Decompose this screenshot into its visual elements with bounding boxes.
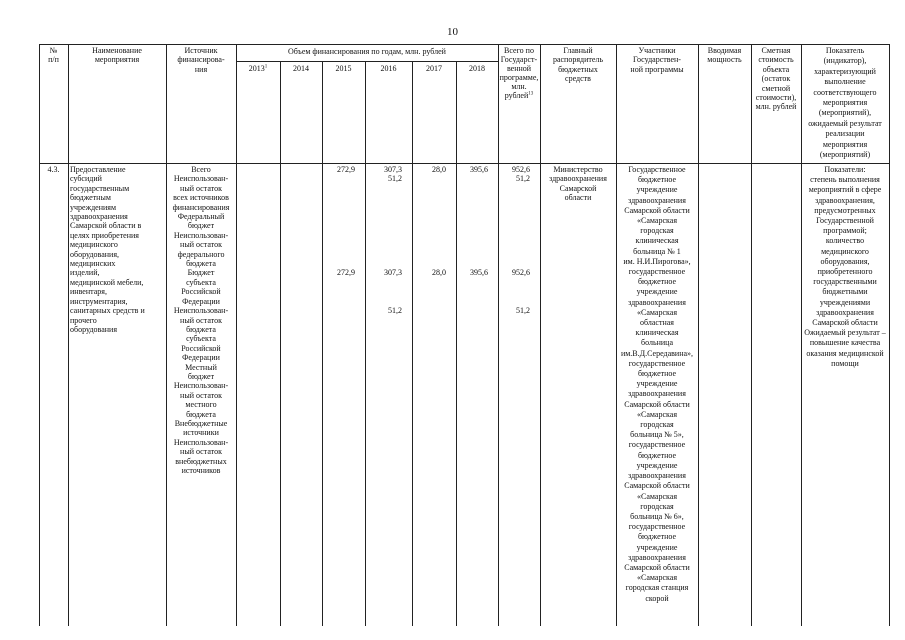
row-participants-line: здравоохранения xyxy=(628,552,686,562)
value-total-2015: 272,9 xyxy=(337,165,355,174)
row-name-line: медицинской мебели, xyxy=(70,277,144,287)
header-manager-line: средств xyxy=(565,74,591,84)
row-name-line: учреждениям xyxy=(70,202,117,212)
row-sources-line: федерального xyxy=(177,249,225,259)
row-sources-line: Неиспользован- xyxy=(173,437,229,447)
row-sources-line: ный остаток xyxy=(180,447,222,457)
row-sources-line: ный остаток xyxy=(180,240,222,250)
header-indicator-line: (мероприятий), xyxy=(818,108,872,118)
column-rule xyxy=(412,61,413,626)
row-participants-line: «Самарская xyxy=(637,216,677,226)
header-total-line: программе, xyxy=(499,73,539,82)
row-indicator-line: оказания медицинской xyxy=(806,348,884,358)
header-cost-line: стоимость xyxy=(758,55,794,65)
row-participants-line: городская станция xyxy=(625,583,689,593)
row-participants-line: им. Н.И.Пирогова», xyxy=(623,256,691,266)
row-num: 4.3. xyxy=(47,165,60,174)
row-sources-line: внебюджетных xyxy=(175,456,227,466)
footnote-mark: 1 xyxy=(264,64,268,70)
header-cost-line: Сметная xyxy=(761,46,791,55)
header-cost-line: стоимости), xyxy=(755,93,797,103)
row-manager-line: здравоохранения xyxy=(549,174,607,184)
header-cost-line: сметной xyxy=(761,83,791,93)
row-participants-line: учреждение xyxy=(636,460,678,470)
row-sources-line: местного xyxy=(185,400,217,410)
header-source-line: ния xyxy=(194,64,208,74)
row-sources-line: источников xyxy=(181,466,221,475)
row-sources-line: финансирования xyxy=(172,202,230,212)
row-sources-line: источники xyxy=(183,428,219,438)
column-rule xyxy=(889,44,890,626)
row-participants-line: областная xyxy=(640,318,674,328)
value-total-2018: 395,6 xyxy=(470,165,488,174)
header-year-2015: 2015 xyxy=(335,64,352,73)
header-year-2013: 2013$^1$ xyxy=(248,64,268,73)
header-num-line: № xyxy=(49,46,58,55)
row-manager-line: Министерство xyxy=(553,165,603,174)
row-name-line: Предоставление xyxy=(70,165,126,174)
row-indicator-line: учреждениями xyxy=(819,297,871,307)
row-name-line: субсидий xyxy=(70,174,102,184)
header-name-line: Наименование xyxy=(92,46,142,55)
row-participants-line: городская xyxy=(640,420,674,430)
value-reg-all: 952,6 xyxy=(512,268,530,278)
row-participants-line: Самарской области xyxy=(624,205,690,215)
row-name-line: здравоохранения xyxy=(70,212,128,222)
header-total-line: Всего по xyxy=(504,46,534,55)
header-participants-line: Государствен- xyxy=(633,55,681,65)
header-manager-line: бюджетных xyxy=(558,64,598,74)
row-participants-line: «Самарская xyxy=(637,409,677,419)
row-participants xyxy=(616,165,698,604)
value-reg-2016: 307,3 xyxy=(384,268,402,278)
row-indicator-line: бюджетными xyxy=(822,287,868,297)
value-reg-2015: 272,9 xyxy=(337,268,355,278)
header-indicator-line: выполнение xyxy=(824,77,866,87)
row-sources-line: ный остаток xyxy=(180,390,222,400)
header-participants-line: Участники xyxy=(638,46,676,55)
row-indicator-line: медицинского xyxy=(821,246,869,256)
row-name-line: санитарных средств и xyxy=(70,306,145,316)
header-indicator-line: (мероприятий) xyxy=(819,150,871,160)
row-participants-line: больница xyxy=(641,338,673,348)
row-name-line: целях приобретения xyxy=(70,230,139,240)
row-indicator-line: повышение качества xyxy=(809,338,881,348)
header-indicator-line: соответствующего xyxy=(813,87,877,97)
header-indicator xyxy=(801,46,889,160)
row-sources-line: субъекта xyxy=(186,334,216,344)
row-participants-line: здравоохранения xyxy=(628,389,686,399)
row-participants-line: учреждение xyxy=(636,185,678,195)
row-name-line: инвентаря, xyxy=(70,287,107,297)
header-indicator-line: Показатель xyxy=(825,46,865,55)
column-rule xyxy=(456,61,457,626)
row-participants-line: Самарской области xyxy=(624,562,690,572)
header-source xyxy=(166,46,236,74)
row-name-line: оборудования xyxy=(70,324,117,334)
row-participants-line: здравоохранения xyxy=(628,195,686,205)
page-number: 10 xyxy=(447,26,458,38)
row-sources-line: бюджет xyxy=(187,221,215,231)
header-cost-line: (остаток xyxy=(761,74,791,84)
row-sources-line: бюджет xyxy=(187,371,215,381)
column-rule xyxy=(236,44,237,626)
row-participants-line: им.В.Д.Середавина», xyxy=(620,348,694,358)
row-indicator-line: предусмотренных xyxy=(814,205,876,215)
header-total-line: рублей$^{13}$ xyxy=(504,91,534,100)
row-participants-line: больница № 1 xyxy=(633,246,681,256)
header-year-2016: 2016 xyxy=(380,64,397,73)
row-name-line: бюджетным xyxy=(70,193,111,203)
row-participants-line: «Самарская xyxy=(637,573,677,583)
row-sources-line: Российской xyxy=(181,343,221,353)
header-cost-line: объекта xyxy=(762,64,790,74)
header-num-line: п/п xyxy=(48,55,59,65)
row-indicator-line: программой; xyxy=(823,226,867,236)
row-participants-line: Государственное xyxy=(628,165,686,174)
value-reg-2018: 395,6 xyxy=(470,268,488,278)
column-rule xyxy=(280,61,281,626)
row-name-line: медицинских xyxy=(70,259,116,269)
header-indicator-line: мероприятия xyxy=(822,139,868,149)
row-name-line: Самарской области в xyxy=(70,221,142,231)
value-total-2017: 28,0 xyxy=(432,165,446,174)
row-participants-line: клиническая xyxy=(635,236,679,246)
row-name xyxy=(70,165,166,334)
row-sources-line: Федерации xyxy=(182,353,220,363)
header-funding: Объем финансирования по годам, млн. рублей xyxy=(288,47,446,56)
row-sources-line: Бюджет xyxy=(187,268,215,278)
row-manager-line: Самарской xyxy=(559,183,597,193)
row-sources-line: ный остаток xyxy=(180,315,222,325)
row-participants-line: государственное xyxy=(628,358,686,368)
row-indicator-line: приобретенного xyxy=(817,267,873,277)
row-indicator-line: Ожидаемый результат – xyxy=(804,328,886,338)
row-participants-line: больница № 5», xyxy=(630,430,684,440)
row-name-line: медицинского xyxy=(70,240,118,250)
row-participants-line: здравоохранения xyxy=(628,297,686,307)
column-rule xyxy=(540,44,541,626)
years-subheader-rule xyxy=(236,61,498,62)
row-participants-line: «Самарская xyxy=(637,307,677,317)
header-source-line: финансирова- xyxy=(177,55,225,65)
row-sources-line: Федерации xyxy=(182,296,220,306)
row-sources-line: Внебюджетные xyxy=(174,418,228,428)
row-participants-line: Самарской области xyxy=(624,481,690,491)
row-participants-line: государственное xyxy=(628,522,686,532)
row-sources-line: бюджета xyxy=(186,259,216,269)
row-indicator-line: степень выполнения xyxy=(810,175,880,185)
row-participants-line: бюджетное xyxy=(637,277,677,287)
column-rule xyxy=(39,44,40,626)
row-sources xyxy=(166,165,236,475)
footnote-mark: 13 xyxy=(528,91,534,97)
value-rem-all: 51,2 xyxy=(516,174,530,184)
row-participants-line: учреждение xyxy=(636,379,678,389)
row-participants-line: государственное xyxy=(628,440,686,450)
header-year-2014: 2014 xyxy=(293,64,309,73)
row-participants-line: учреждение xyxy=(636,287,678,297)
header-cost xyxy=(751,46,801,112)
value-total-all: 952,6 xyxy=(512,165,530,174)
row-indicator-line: Показатели: xyxy=(824,165,866,174)
row-participants-line: городская xyxy=(640,226,674,236)
row-manager xyxy=(540,165,616,203)
header-manager-line: Главный xyxy=(563,46,593,55)
value-rem-2016: 51,2 xyxy=(388,174,402,184)
column-rule xyxy=(68,44,69,626)
row-sources-line: Неиспользован- xyxy=(173,381,229,391)
row-indicator-line: здравоохранения xyxy=(816,307,874,317)
row-name-line: оборудования, xyxy=(70,249,119,259)
row-participants-line: бюджетное xyxy=(637,175,677,185)
row-participants-line: клиническая xyxy=(635,328,679,338)
header-num xyxy=(39,46,68,65)
header-indicator-line: реализации xyxy=(825,129,865,139)
column-rule xyxy=(322,61,323,626)
header-capacity: Вводимая мощность xyxy=(707,46,742,65)
row-indicator xyxy=(801,165,889,369)
header-total-line: млн. xyxy=(511,82,527,91)
row-name-line: инструментария, xyxy=(70,296,128,306)
row-sources-line: Всего xyxy=(191,165,211,174)
row-participants-line: «Самарская xyxy=(637,491,677,501)
row-sources-line: ный остаток xyxy=(180,183,222,193)
header-year-2018: 2018 xyxy=(469,64,485,73)
row-name-line: изделий, xyxy=(70,268,100,278)
row-sources-line: Местный xyxy=(185,362,217,372)
row-sources-line: Неиспользован- xyxy=(173,230,229,240)
header-year-2017: 2017 xyxy=(426,64,442,73)
row-sources-line: всех источников xyxy=(173,193,229,203)
row-sources-line: бюджета xyxy=(186,409,216,419)
header-cost-line: млн. рублей xyxy=(755,102,797,112)
column-rule xyxy=(698,44,699,626)
row-indicator-line: государственными xyxy=(813,277,877,287)
row-name-line: прочего xyxy=(70,315,97,325)
row-indicator-line: Самарской области xyxy=(812,318,878,328)
row-sources-line: Федеральный xyxy=(177,212,225,222)
row-name-line: государственным xyxy=(70,183,130,193)
row-sources-line: Российской xyxy=(181,287,221,297)
header-manager-line: распорядитель xyxy=(552,55,604,65)
header-total-line: Государст- xyxy=(500,55,538,64)
row-indicator-line: количество xyxy=(825,236,865,246)
row-participants-line: скорой xyxy=(645,593,669,603)
header-indicator-line: ожидаемый результат xyxy=(808,118,882,128)
row-participants-line: Самарской области xyxy=(624,399,690,409)
row-participants-line: бюджетное xyxy=(637,450,677,460)
row-participants-line: здравоохранения xyxy=(628,471,686,481)
column-rule xyxy=(498,44,499,626)
header-source-line: Источник xyxy=(184,46,218,55)
row-manager-line: области xyxy=(564,193,592,203)
row-participants-line: бюджетное xyxy=(637,369,677,379)
header-total xyxy=(498,46,540,100)
row-participants-line: больница № 6», xyxy=(630,511,684,521)
header-name xyxy=(68,46,166,65)
row-indicator-line: Государственной xyxy=(816,216,874,226)
header-manager xyxy=(540,46,616,84)
column-rule xyxy=(365,61,366,626)
row-participants-line: городская xyxy=(640,501,674,511)
row-sources-line: Неиспользован- xyxy=(173,306,229,316)
value-reg-2017: 28,0 xyxy=(432,268,446,278)
header-indicator-line: мероприятия xyxy=(822,98,868,108)
row-sources-line: бюджета xyxy=(186,324,216,334)
value-regrem-2016: 51,2 xyxy=(388,306,402,315)
row-indicator-line: оборудования, xyxy=(820,256,870,266)
value-total-2016: 307,3 xyxy=(384,165,402,174)
header-name-line: мероприятия xyxy=(94,55,140,65)
row-participants-line: учреждение xyxy=(636,542,678,552)
header-indicator-line: (индикатор), xyxy=(823,56,867,66)
header-total-line: венной xyxy=(506,64,532,73)
row-participants-line: бюджетное xyxy=(637,532,677,542)
header-participants-line: ной программы xyxy=(630,64,684,74)
header-indicator-line: характеризующий xyxy=(814,66,876,76)
column-rule xyxy=(751,44,752,626)
header-participants xyxy=(616,46,698,74)
row-indicator-line: здравоохранения, xyxy=(815,195,875,205)
row-indicator-line: мероприятий в сфере xyxy=(808,185,882,195)
row-participants-line: государственное xyxy=(628,267,686,277)
row-sources-line: субъекта xyxy=(186,277,216,287)
value-regrem-all: 51,2 xyxy=(516,306,530,315)
row-indicator-line: помощи xyxy=(831,358,859,368)
row-sources-line: Неиспользован- xyxy=(173,174,229,184)
